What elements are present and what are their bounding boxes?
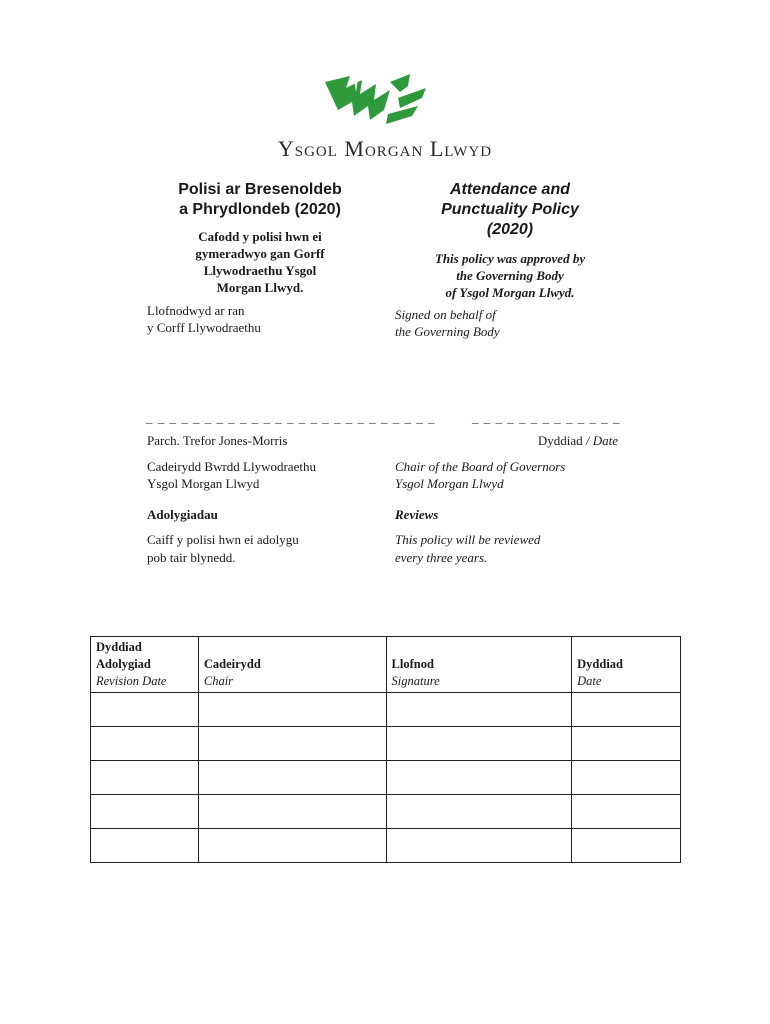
header-chair	[198, 637, 386, 693]
school-logo-text: Ysgol Morgan Llwyd	[277, 136, 493, 161]
table-cell[interactable]	[198, 727, 386, 761]
table-cell[interactable]	[91, 761, 199, 795]
header-date	[572, 637, 681, 693]
approval-welsh-line: Llywodraethu Ysgol	[203, 263, 317, 278]
approval-english	[395, 250, 625, 301]
signer-name: Parch. Trefor Jones-Morris	[147, 433, 288, 448]
table-cell[interactable]	[386, 693, 572, 727]
table-cell[interactable]	[572, 693, 681, 727]
school-logo	[250, 70, 520, 170]
reviews-text-english	[395, 531, 615, 567]
chair-title-welsh-line: Ysgol Morgan Llwyd	[147, 476, 260, 491]
header-label-welsh: Llofnod	[391, 657, 434, 671]
signed-behalf-welsh-line: y Corff Llywodraethu	[147, 320, 261, 335]
table-row	[91, 693, 681, 727]
date-label	[470, 433, 618, 449]
header-signature	[386, 637, 572, 693]
header-label-english: Revision Date	[96, 674, 167, 688]
table-cell[interactable]	[386, 795, 572, 829]
date-label-english: / Date	[585, 433, 618, 448]
revision-table	[90, 636, 681, 863]
table-row	[91, 761, 681, 795]
title-english-line: Punctuality Policy	[441, 201, 579, 218]
table-row	[91, 795, 681, 829]
approval-english-line: of Ysgol Morgan Llwyd.	[445, 285, 575, 300]
header-label-welsh: Cadeirydd	[203, 657, 261, 671]
date-line[interactable]: _ _ _ _ _ _ _ _ _ _ _ _ _	[472, 410, 621, 425]
approval-english-line: the Governing Body	[456, 268, 564, 283]
title-english-line: Attendance and	[449, 181, 570, 198]
reviews-text-english-line: every three years.	[395, 550, 488, 565]
table-cell[interactable]	[198, 829, 386, 863]
header-label-welsh: Adolygiad	[96, 657, 151, 671]
table-cell[interactable]	[572, 795, 681, 829]
title-english-line: (2020)	[486, 221, 534, 238]
header-label-english: Signature	[391, 674, 440, 688]
reviews-text-welsh-line: Caiff y polisi hwn ei adolygu	[147, 532, 299, 547]
reviews-text-welsh-line: pob tair blynedd.	[147, 550, 236, 565]
approval-welsh-line: Morgan Llwyd.	[216, 280, 304, 295]
title-welsh-line: Polisi ar Bresenoldeb	[178, 181, 342, 198]
table-row	[91, 829, 681, 863]
chair-title-english-line: Chair of the Board of Governors	[395, 459, 566, 474]
header-label-welsh: Dyddiad	[96, 640, 142, 654]
signed-behalf-english-line: the Governing Body	[395, 324, 500, 339]
table-cell[interactable]	[198, 761, 386, 795]
title-welsh-line: a Phrydlondeb (2020)	[179, 201, 341, 218]
table-cell[interactable]	[572, 761, 681, 795]
reviews-text-welsh	[147, 531, 367, 567]
table-cell[interactable]	[386, 829, 572, 863]
table-row	[91, 727, 681, 761]
header-revision-date	[91, 637, 199, 693]
header-label-english: Chair	[203, 674, 234, 688]
title-english	[400, 180, 620, 240]
table-cell[interactable]	[386, 761, 572, 795]
reviews-heading-welsh: Adolygiadau	[147, 507, 218, 522]
approval-welsh	[150, 228, 370, 296]
signature-line[interactable]: _ _ _ _ _ _ _ _ _ _ _ _ _ _ _ _ _ _ _ _ _ _ _ _ _	[146, 410, 436, 425]
table-cell[interactable]	[91, 727, 199, 761]
reviews-text-english-line: This policy will be reviewed	[395, 532, 541, 547]
chair-title-english	[395, 458, 565, 492]
chair-title-english-line: Ysgol Morgan Llwyd	[395, 476, 504, 491]
table-cell[interactable]	[91, 829, 199, 863]
revision-table-header-row	[91, 637, 681, 693]
signed-behalf-welsh	[147, 302, 367, 336]
header-label-welsh: Dyddiad	[577, 657, 623, 671]
signed-behalf-welsh-line: Llofnodwyd ar ran	[147, 303, 245, 318]
table-cell[interactable]	[386, 727, 572, 761]
table-cell[interactable]	[91, 795, 199, 829]
approval-welsh-line: Cafodd y polisi hwn ei	[198, 229, 322, 244]
title-welsh	[140, 180, 380, 220]
signed-behalf-english-line: Signed on behalf of	[395, 307, 496, 322]
approval-english-line: This policy was approved by	[434, 251, 586, 266]
date-label-welsh: Dyddiad	[537, 433, 583, 448]
table-cell[interactable]	[91, 693, 199, 727]
header-label-english: Date	[577, 674, 602, 688]
signed-behalf-english	[395, 306, 615, 340]
table-cell[interactable]	[198, 693, 386, 727]
table-cell[interactable]	[198, 795, 386, 829]
school-logo-icon	[250, 70, 520, 136]
reviews-heading-english: Reviews	[395, 507, 439, 522]
chair-title-welsh	[147, 458, 316, 492]
table-cell[interactable]	[572, 829, 681, 863]
approval-welsh-line: gymeradwyo gan Gorff	[195, 246, 325, 261]
table-cell[interactable]	[572, 727, 681, 761]
chair-title-welsh-line: Cadeirydd Bwrdd Llywodraethu	[147, 459, 316, 474]
